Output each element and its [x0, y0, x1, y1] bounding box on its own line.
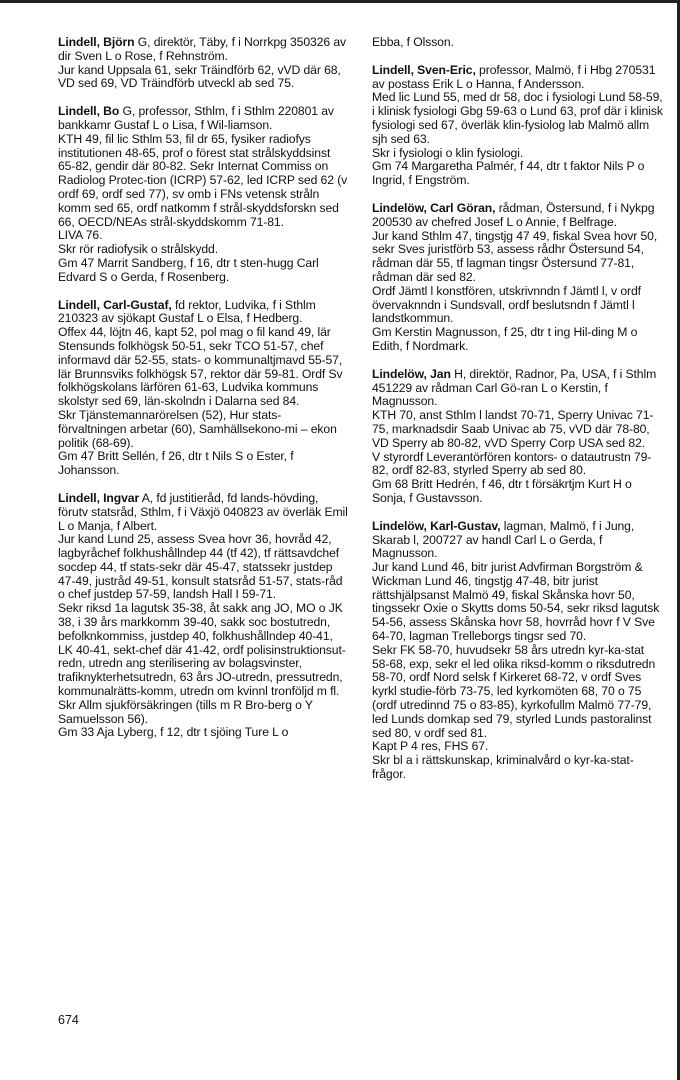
biography-entry: [372, 202, 664, 354]
entry-paragraph: Jur kand Sthlm 47, tingstjg 47 49, fiskal Svea hovr 50, sekr Sves juristförb 53, assess rådhr Östersund 54, rådman där 55, tf lagman tingsr Östersund 77-81, rådman där sed 82.: [372, 228, 658, 284]
scan-edge-top: [0, 0, 680, 3]
entry-paragraph: [58, 36, 348, 64]
entry-paragraph: Offex 44, löjtn 46, kapt 52, pol mag o fil kand 49, lär Stensunds folkhögsk 50-51, sekr TCO 51-57, chef informavd där 52-55, stats- o kommunaltjmavd 55-57, lär Brunnsviks folkhögsk 57, rektor där 59-81. Ordf Sv folkhögskolans lärfören 61-63, Ludvika kommuns skolstyr sed 69, län-skolndn i Dalarna sed 84.: [58, 325, 343, 409]
biography-entry: [58, 105, 348, 284]
biography-entry: [58, 492, 348, 740]
entry-paragraph: [372, 202, 664, 230]
biography-entry: [372, 368, 664, 506]
entry-paragraph: [58, 299, 348, 327]
entry-paragraph: Jur kand Uppsala 61, sekr Träindförb 62, vVD där 68, VD sed 69, VD Träindförb utveckl ab sed 75.: [58, 62, 341, 91]
entry-paragraph: Gm Kerstin Magnusson, f 25, dtr t ing Hil-ding M o Edith, f Nordmark.: [372, 325, 638, 353]
entry-name: Lindell, Ingvar: [58, 490, 140, 505]
entry-paragraph: [372, 520, 664, 561]
entry-paragraph: Skr Tjänstemannarörelsen (52), Hur stats-förvaltningen arbetar (60), Samhällsekono-mi – ekon politik (68-69).: [58, 407, 337, 450]
biography-entry: [372, 520, 664, 782]
entry-intro: A, fd justitieråd, fd lands-hövding, förutv statsråd, Sthlm, f i Växjö 040823 av överläk Emil L o Manja, f Albert.: [58, 490, 348, 533]
biography-entry-continuation: [372, 36, 664, 50]
entry-intro: G, direktör, Täby, f i Norrkpg 350326 av dir Sven L o Rose, f Rehnström.: [58, 35, 347, 63]
entry-paragraph: Sekr FK 58-70, huvudsekr 58 års utredn kyr-ka-stat 58-68, exp, sekr el led olika riksd-komm o riksdutredn 58-70, ordf Nord selsk f Kirkeret 68-72, v ordf Sves kyrkl studie-förb 73-75, led kyrkomöten 68, 70 o 75 (ordf utredinnd 75 o 83-85), kyrkofullm Malmö 77-79, led Lunds domkap sed 79, styrled Lunds pastoralinst sed 80, v ordf sed 81.: [372, 642, 656, 740]
entry-name: Lindell, Carl-Gustaf,: [58, 297, 172, 312]
entry-paragraph: [372, 64, 664, 92]
entry-paragraph: Ebba, f Olsson.: [372, 35, 454, 49]
entry-paragraph: Skr bl a i rättskunskap, kriminalvård o kyr-ka-stat-frågor.: [372, 753, 634, 782]
entry-paragraph: [372, 368, 664, 409]
entry-paragraph: V styrordf Leverantörfören kontors- o datautrustn 79-82, ordf 82-83, styrled Sperry ab sed 80.: [372, 449, 652, 478]
entry-paragraph: Jur kand Lund 25, assess Svea hovr 36, hovråd 42, lagbyråchef folkhushållndep 44 (tf 42), tf rättsavdchef socdep 44, tf stats-sekr där 45-47, statssekr justdep 47-49, justråd 49-51, konsult statsråd 51-57, stats-råd o chef justdep 57-59, landsh Hall I 59-71.: [58, 532, 343, 602]
entry-intro: fd rektor, Ludvika, f i Sthlm 210323 av sjökapt Gustaf L o Elsa, f Hedberg.: [58, 297, 316, 326]
entry-paragraph: Sekr riksd 1a lagutsk 35-38, åt sakk ang JO, MO o JK 38, i 39 års markkomm 39-40, sakk soc bostutredn, befolknkommiss, justdep 40, folkhushållndep 40-41, LK 40-41, sekt-chef där 41-42, ordf polisinstruktionsut-redn, utredn ang sterilisering av bolagsvinster, trafiknykterhetsutredn, 63 års JO-utredn, pressutredn, kommunalrätts-komm, utredn om kvinnl tronföljd m fl.: [58, 601, 346, 699]
entry-paragraph: LIVA 76.: [58, 228, 103, 243]
entry-paragraph: Med lic Lund 55, med dr 58, doc i fysiologi Lund 58-59, i klinisk fysiologi Gbg 59-63 o Lund 63, prof där i klinisk fysiologi sed 67, överläk klin-fysiolog lab Malmö allm sjh sed 63.: [372, 90, 663, 146]
entry-intro: H, direktör, Radnor, Pa, USA, f i Sthlm 451229 av rådman Carl Gö-ran L o Kerstin, f Magnusson.: [372, 366, 657, 409]
entry-name: Lindell, Bo: [58, 104, 120, 119]
page-number: 674: [58, 1013, 79, 1027]
entry-paragraph: KTH 49, fil lic Sthlm 53, fil dr 65, fysiker radiofys institutionen 48-65, prof o förest stat strålskyddsinst 65-82, gendir där 80-82. Sekr Internat Commiss on Radiolog Protec-tion (ICRP) 57-62, led ICRP sed 62 (v ordf 69, ordf sed 77), sv omb i FNs vetensk stråln komm sed 65, ordf natkomm f strål-skyddsforskn sed 66, OECD/NEAs strål-skyddskomm 71-81.: [58, 131, 348, 229]
biography-entry: [372, 64, 664, 188]
entry-name: Lindelöw, Jan: [372, 366, 451, 381]
entry-intro: rådman, Östersund, f i Nykpg 200530 av chefred Josef L o Annie, f Belfrage.: [372, 200, 655, 229]
entry-paragraph: Gm 33 Aja Lyberg, f 12, dtr t sjöing Ture L o: [58, 725, 289, 740]
entry-name: Lindelöw, Carl Göran,: [372, 200, 496, 215]
entry-intro: professor, Malmö, f i Hbg 270531 av postass Erik L o Hanna, f Andersson.: [372, 62, 656, 91]
entry-paragraph: Gm 68 Britt Hedrén, f 46, dtr t försäkrtjm Kurt H o Sonja, f Gustavsson.: [372, 477, 632, 505]
entry-paragraph: [58, 105, 348, 133]
entry-intro: G, professor, Sthlm, f i Sthlm 220801 av bankkamr Gustaf L o Lisa, f Wil-liamson.: [58, 104, 334, 132]
entry-paragraph: Jur kand Lund 46, bitr jurist Advfirman Borgström & Wickman Lund 46, tingstjg 47-48, bitr jurist rättshjälpsanst Malmö 49, fiskal Skånska hovr 50, tingssekr Oxie o Skytts doms 50-54, sekr riksd lagutsk 54-56, assess Skånska hovr 58, hovrråd hovr f V Sve 64-70, lagman Trelleborgs tingsr sed 70.: [372, 560, 660, 644]
entry-paragraph: Skr Allm sjukförsäkringen (tills m R Bro-berg o Y Samuelsson 56).: [58, 697, 313, 726]
entry-paragraph: [58, 492, 348, 533]
right-column: [372, 36, 664, 796]
entry-name: Lindelöw, Karl-Gustav,: [372, 518, 501, 533]
biography-entry: [58, 299, 348, 478]
biography-entry: [58, 36, 348, 91]
left-column: [58, 36, 348, 754]
entry-paragraph: Gm 47 Britt Sellén, f 26, dtr t Nils S o Ester, f Johansson.: [58, 449, 294, 478]
entry-paragraph: Ordf Jämtl l konstfören, utskrivnndn f Jämtl l, v ordf övervaknndn i Sundsvall, ordf beslutsndn f Jämtl l landstkommun.: [372, 283, 641, 326]
entry-paragraph: Gm 74 Margaretha Palmér, f 44, dtr t faktor Nils P o Ingrid, f Engström.: [372, 159, 645, 188]
entry-paragraph: Gm 47 Marrit Sandberg, f 16, dtr t sten-hugg Carl Edvard S o Gerda, f Rosenberg.: [58, 255, 319, 284]
entry-paragraph: KTH 70, anst Sthlm l landst 70-71, Sperry Univac 71-75, marknadsdir Saab Univac ab 75, vVD där 78-80, VD Sperry ab 80-82, vVD Sperry Corp USA sed 82.: [372, 408, 654, 450]
entry-paragraph: Skr rör radiofysik o strålskydd.: [58, 242, 219, 257]
entry-paragraph: Kapt P 4 res, FHS 67.: [372, 739, 489, 754]
entry-paragraph: Skr i fysiologi o klin fysiologi.: [372, 145, 524, 160]
entry-name: Lindell, Björn: [58, 35, 135, 49]
entry-name: Lindell, Sven-Eric,: [372, 62, 476, 77]
entry-intro: lagman, Malmö, f i Jung, Skarab l, 200727 av handl Carl L o Gerda, f Magnusson.: [372, 518, 635, 561]
